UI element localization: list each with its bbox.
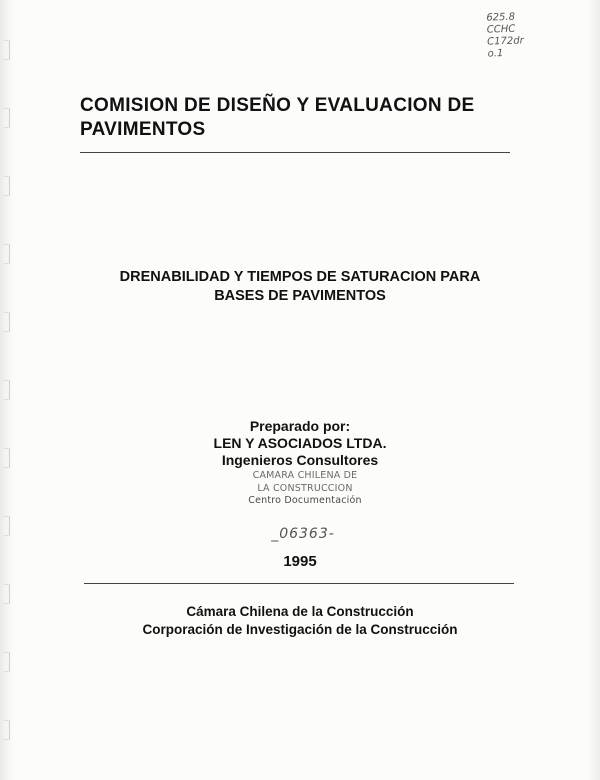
institutions-block	[90, 603, 510, 639]
stamp-line: Centro Documentación	[248, 495, 362, 506]
report-title-line: DRENABILIDAD Y TIEMPOS DE SATURACION PARA	[119, 269, 481, 285]
binding-hole	[4, 244, 10, 264]
commission-title: COMISION DE DISEÑO Y EVALUACION DE PAVIMENTOS	[80, 95, 475, 140]
binding-hole	[4, 40, 10, 60]
binding-hole	[4, 108, 10, 128]
binding-hole	[4, 448, 10, 468]
author-description: Ingenieros Consultores	[221, 452, 379, 468]
binding-hole	[4, 312, 10, 332]
document-number: _06363-	[271, 526, 335, 542]
institution-name: Cámara Chilena de la Construcción	[186, 604, 414, 619]
bottom-divider	[84, 583, 514, 584]
prepared-by-label: Preparado por:	[249, 418, 351, 434]
binding-hole	[4, 176, 10, 196]
stamp-line: LA CONSTRUCCION	[257, 482, 353, 494]
stamp-line: CAMARA CHILENA DE	[252, 470, 358, 481]
publication-year: 1995	[283, 553, 317, 570]
binding-hole	[4, 380, 10, 400]
binding-hole	[4, 584, 10, 604]
call-number-line: C172dr	[487, 35, 524, 48]
author-block	[150, 418, 450, 469]
report-title-line: BASES DE PAVIMENTOS	[214, 288, 386, 304]
library-stamp	[240, 470, 370, 508]
page-edge	[588, 0, 600, 780]
binding-hole	[4, 720, 10, 740]
call-number-line: o.1	[487, 48, 504, 60]
report-title	[80, 268, 520, 306]
binding-hole	[4, 652, 10, 672]
call-number-line: CCHC	[486, 23, 516, 36]
handwritten-call-number	[486, 11, 524, 60]
author-company: LEN Y ASOCIADOS LTDA.	[213, 435, 387, 451]
binding-hole	[4, 516, 10, 536]
institution-name: Corporación de Investigación de la Construcción	[142, 622, 458, 637]
title-divider	[80, 152, 510, 153]
call-number-line: 625.8	[486, 11, 516, 24]
